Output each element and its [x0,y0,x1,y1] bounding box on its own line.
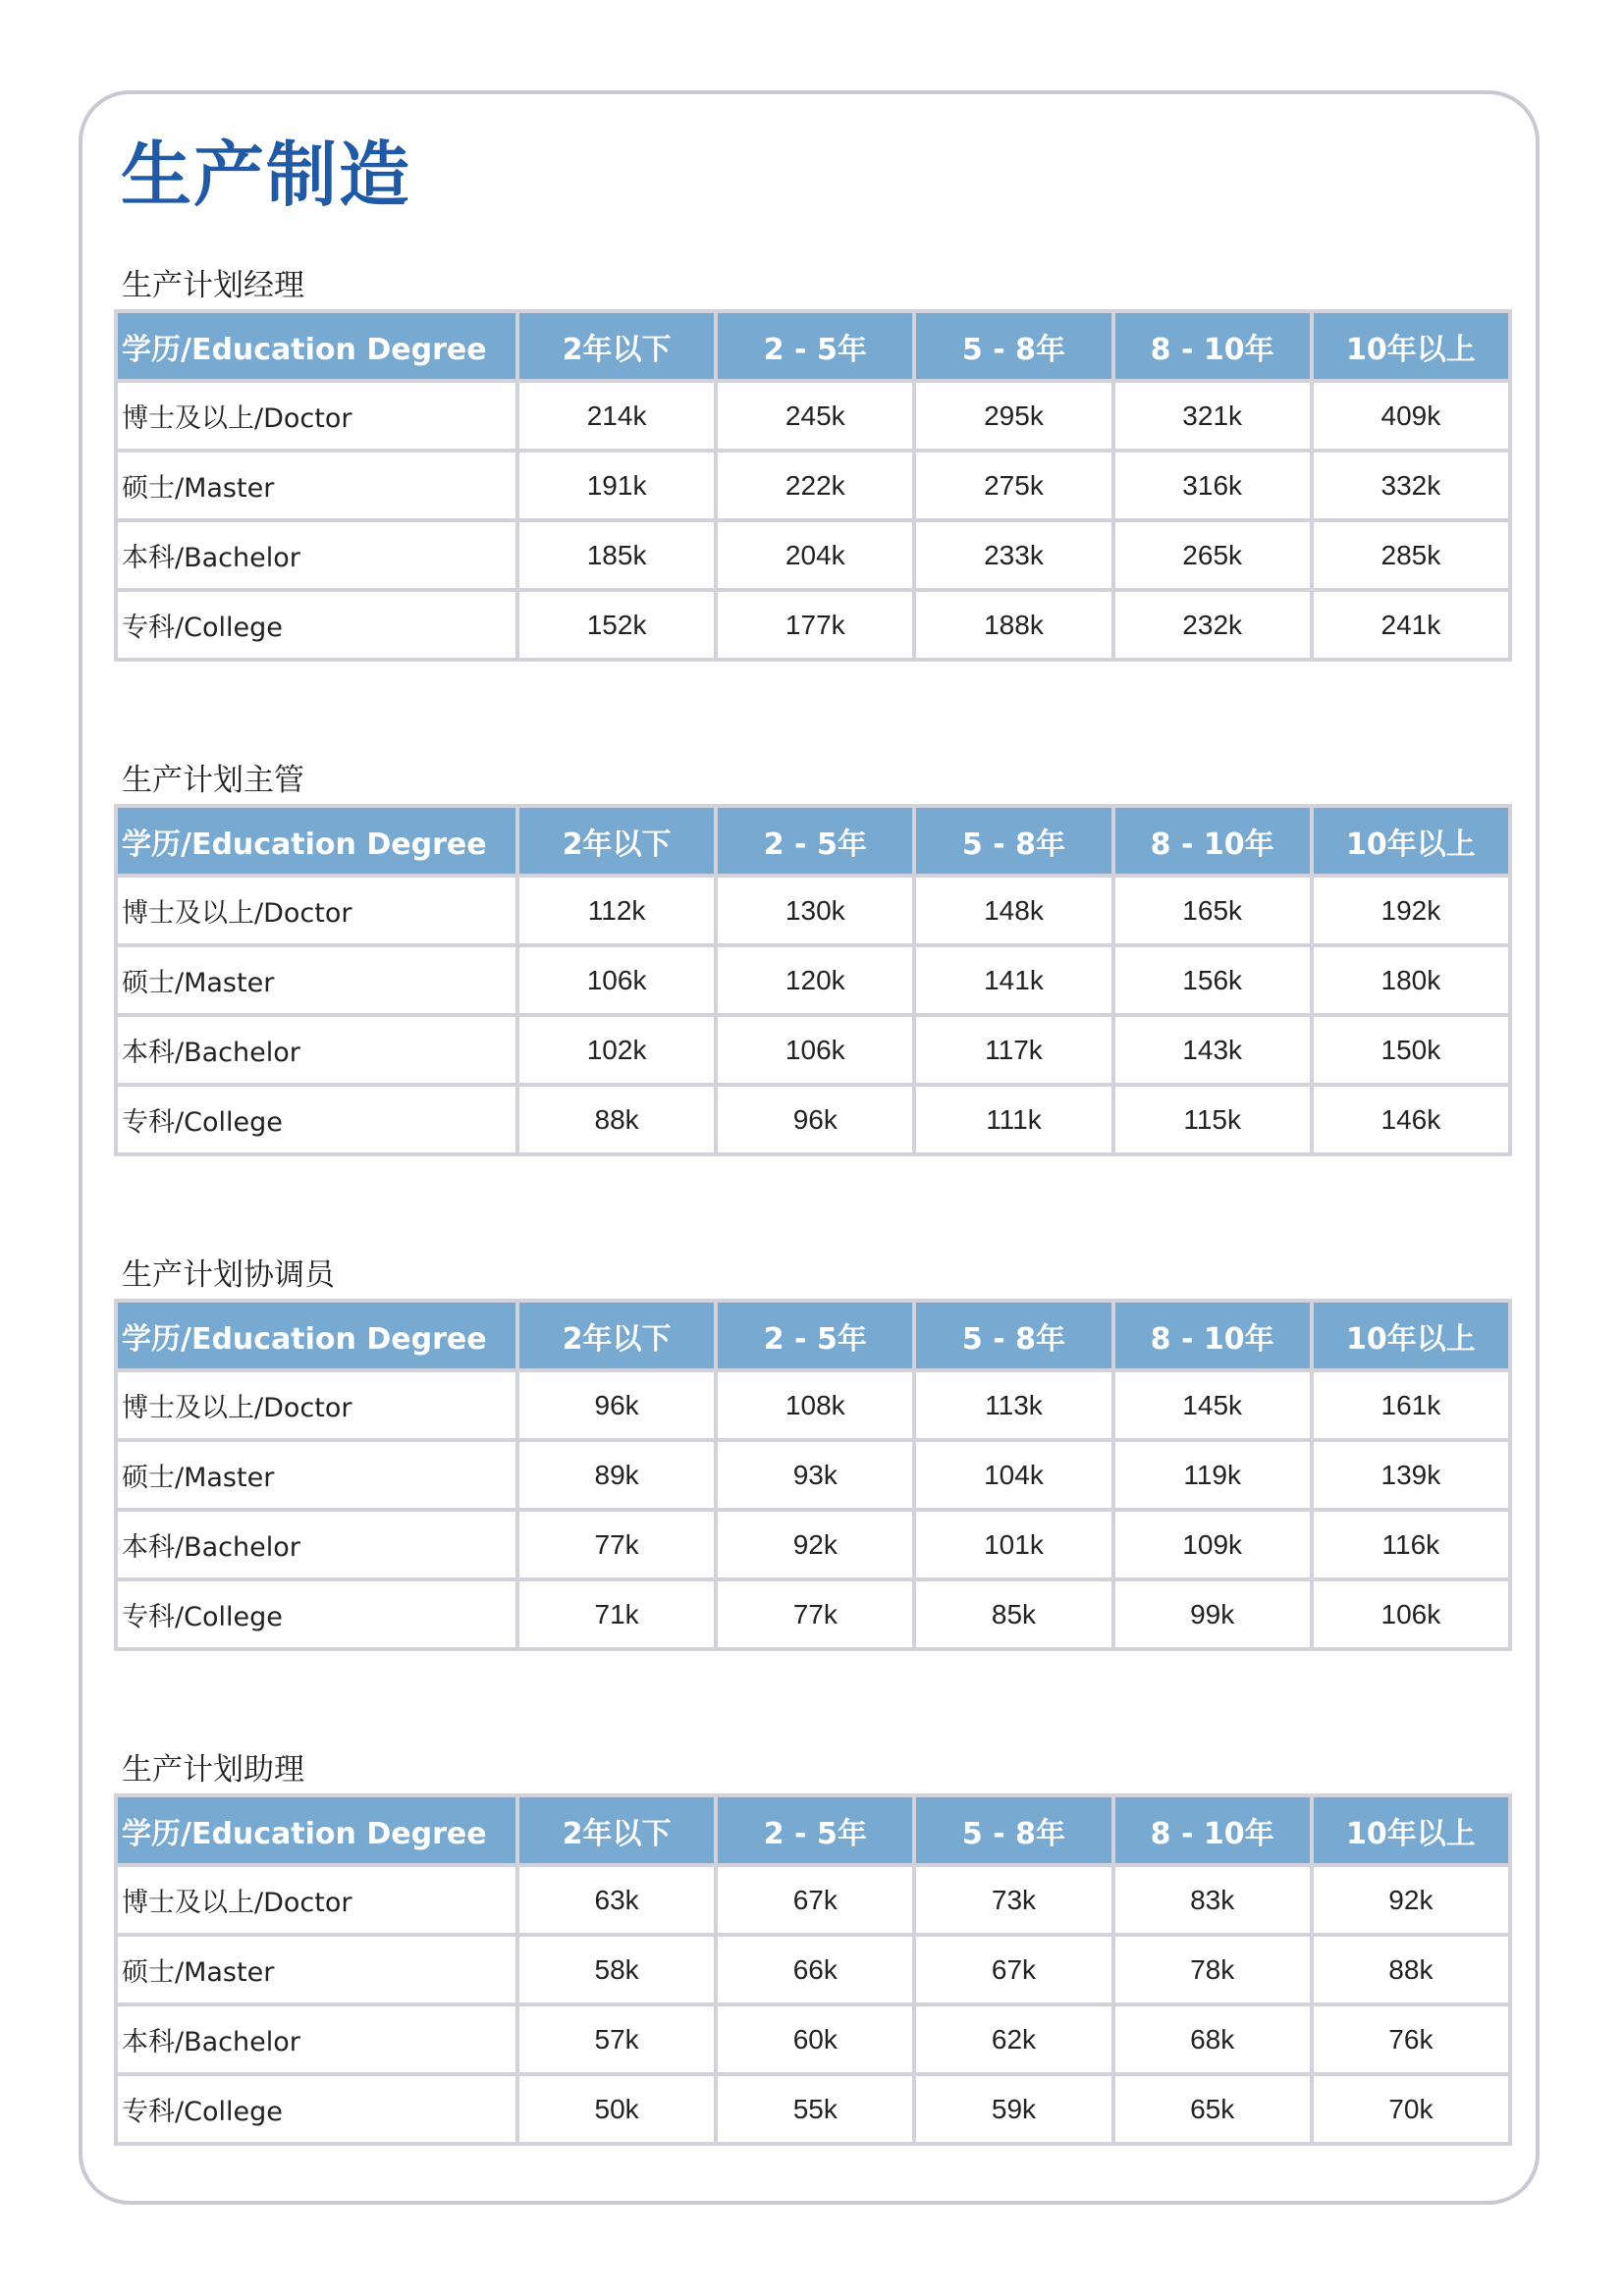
section-title: 生产计划主管 [122,763,304,798]
salary-cell: 92k [1314,1867,1508,1933]
table-header-row [118,1303,1508,1368]
header-over-10-years: 10年以上 [1314,1797,1508,1863]
header-8-10-years: 8 - 10年 [1115,313,1310,379]
salary-cell: 265k [1115,522,1310,588]
salary-cell: 55k [718,2076,912,2142]
table-row [118,592,1508,658]
salary-cell: 156k [1115,947,1310,1013]
salary-cell: 66k [718,1937,912,2002]
salary-cell: 102k [519,1017,714,1083]
salary-cell: 78k [1115,1937,1310,2002]
table-row [118,1512,1508,1577]
salary-cell: 101k [916,1512,1110,1577]
salary-cell: 204k [718,522,912,588]
salary-cell: 106k [519,947,714,1013]
salary-cell: 62k [916,2006,1110,2072]
salary-cell: 70k [1314,2076,1508,2142]
degree-cell: 专科/College [118,2076,515,2142]
salary-cell: 96k [718,1087,912,1152]
salary-cell: 120k [718,947,912,1013]
degree-cell: 博士及以上/Doctor [118,1372,515,1438]
header-education-degree: 学历/Education Degree [118,313,515,379]
salary-cell: 60k [718,2006,912,2072]
section-title: 生产计划协调员 [122,1257,335,1293]
header-2-5-years: 2 - 5年 [718,313,912,379]
degree-cell: 专科/College [118,1581,515,1647]
header-under-2-years: 2年以下 [519,1797,714,1863]
salary-cell: 130k [718,878,912,943]
table-row [118,522,1508,588]
salary-cell: 321k [1115,383,1310,449]
header-2-5-years: 2 - 5年 [718,1303,912,1368]
salary-cell: 275k [916,453,1110,518]
table-header-row [118,1797,1508,1863]
header-education-degree: 学历/Education Degree [118,808,515,874]
salary-cell: 143k [1115,1017,1310,1083]
salary-cell: 245k [718,383,912,449]
salary-table [114,804,1512,1156]
salary-table [114,1793,1512,2146]
salary-cell: 112k [519,878,714,943]
salary-cell: 71k [519,1581,714,1647]
salary-cell: 96k [519,1372,714,1438]
table-row [118,1581,1508,1647]
salary-cell: 68k [1115,2006,1310,2072]
salary-cell: 93k [718,1442,912,1508]
salary-cell: 88k [519,1087,714,1152]
header-education-degree: 学历/Education Degree [118,1303,515,1368]
degree-cell: 本科/Bachelor [118,2006,515,2072]
table-header-row [118,313,1508,379]
degree-cell: 硕士/Master [118,947,515,1013]
table-row [118,1867,1508,1933]
salary-cell: 233k [916,522,1110,588]
salary-cell: 141k [916,947,1110,1013]
degree-cell: 本科/Bachelor [118,522,515,588]
salary-cell: 77k [718,1581,912,1647]
salary-cell: 177k [718,592,912,658]
salary-cell: 150k [1314,1017,1508,1083]
salary-cell: 88k [1314,1937,1508,2002]
salary-cell: 67k [718,1867,912,1933]
salary-cell: 285k [1314,522,1508,588]
header-under-2-years: 2年以下 [519,313,714,379]
degree-cell: 博士及以上/Doctor [118,383,515,449]
header-over-10-years: 10年以上 [1314,1303,1508,1368]
salary-cell: 63k [519,1867,714,1933]
salary-cell: 89k [519,1442,714,1508]
header-over-10-years: 10年以上 [1314,313,1508,379]
degree-cell: 硕士/Master [118,1442,515,1508]
table-row [118,1937,1508,2002]
salary-cell: 232k [1115,592,1310,658]
table-row [118,1087,1508,1152]
salary-cell: 332k [1314,453,1508,518]
salary-cell: 106k [1314,1581,1508,1647]
table-row [118,383,1508,449]
salary-cell: 65k [1115,2076,1310,2142]
salary-cell: 152k [519,592,714,658]
salary-cell: 119k [1115,1442,1310,1508]
header-8-10-years: 8 - 10年 [1115,1303,1310,1368]
table-header-row [118,808,1508,874]
salary-table [114,309,1512,662]
salary-cell: 111k [916,1087,1110,1152]
header-education-degree: 学历/Education Degree [118,1797,515,1863]
salary-cell: 108k [718,1372,912,1438]
header-5-8-years: 5 - 8年 [916,313,1110,379]
degree-cell: 硕士/Master [118,1937,515,2002]
table-row [118,2006,1508,2072]
salary-cell: 180k [1314,947,1508,1013]
salary-cell: 59k [916,2076,1110,2142]
salary-cell: 295k [916,383,1110,449]
salary-cell: 92k [718,1512,912,1577]
table-row [118,947,1508,1013]
table-row [118,2076,1508,2142]
table-row [118,1442,1508,1508]
header-8-10-years: 8 - 10年 [1115,1797,1310,1863]
salary-cell: 67k [916,1937,1110,2002]
salary-cell: 165k [1115,878,1310,943]
salary-cell: 85k [916,1581,1110,1647]
salary-cell: 241k [1314,592,1508,658]
salary-cell: 116k [1314,1512,1508,1577]
salary-cell: 191k [519,453,714,518]
header-5-8-years: 5 - 8年 [916,808,1110,874]
salary-cell: 161k [1314,1372,1508,1438]
header-under-2-years: 2年以下 [519,1303,714,1368]
salary-cell: 83k [1115,1867,1310,1933]
page-title: 生产制造 [121,133,412,216]
header-2-5-years: 2 - 5年 [718,1797,912,1863]
salary-cell: 57k [519,2006,714,2072]
header-8-10-years: 8 - 10年 [1115,808,1310,874]
salary-cell: 214k [519,383,714,449]
degree-cell: 本科/Bachelor [118,1017,515,1083]
section-title: 生产计划经理 [122,268,304,303]
salary-cell: 117k [916,1017,1110,1083]
salary-cell: 76k [1314,2006,1508,2072]
salary-cell: 104k [916,1442,1110,1508]
degree-cell: 专科/College [118,1087,515,1152]
salary-cell: 146k [1314,1087,1508,1152]
degree-cell: 博士及以上/Doctor [118,878,515,943]
header-under-2-years: 2年以下 [519,808,714,874]
salary-cell: 50k [519,2076,714,2142]
salary-cell: 99k [1115,1581,1310,1647]
degree-cell: 专科/College [118,592,515,658]
salary-cell: 109k [1115,1512,1310,1577]
table-row [118,1017,1508,1083]
table-row [118,878,1508,943]
header-5-8-years: 5 - 8年 [916,1303,1110,1368]
salary-cell: 115k [1115,1087,1310,1152]
salary-cell: 192k [1314,878,1508,943]
salary-cell: 148k [916,878,1110,943]
salary-cell: 113k [916,1372,1110,1438]
degree-cell: 博士及以上/Doctor [118,1867,515,1933]
section-title: 生产计划助理 [122,1752,304,1788]
salary-cell: 222k [718,453,912,518]
header-2-5-years: 2 - 5年 [718,808,912,874]
salary-cell: 58k [519,1937,714,2002]
table-row [118,453,1508,518]
salary-cell: 185k [519,522,714,588]
table-row [118,1372,1508,1438]
salary-cell: 145k [1115,1372,1310,1438]
salary-cell: 106k [718,1017,912,1083]
salary-cell: 316k [1115,453,1310,518]
header-over-10-years: 10年以上 [1314,808,1508,874]
salary-table [114,1299,1512,1651]
salary-cell: 73k [916,1867,1110,1933]
salary-cell: 409k [1314,383,1508,449]
salary-cell: 188k [916,592,1110,658]
salary-cell: 139k [1314,1442,1508,1508]
header-5-8-years: 5 - 8年 [916,1797,1110,1863]
salary-cell: 77k [519,1512,714,1577]
degree-cell: 本科/Bachelor [118,1512,515,1577]
degree-cell: 硕士/Master [118,453,515,518]
